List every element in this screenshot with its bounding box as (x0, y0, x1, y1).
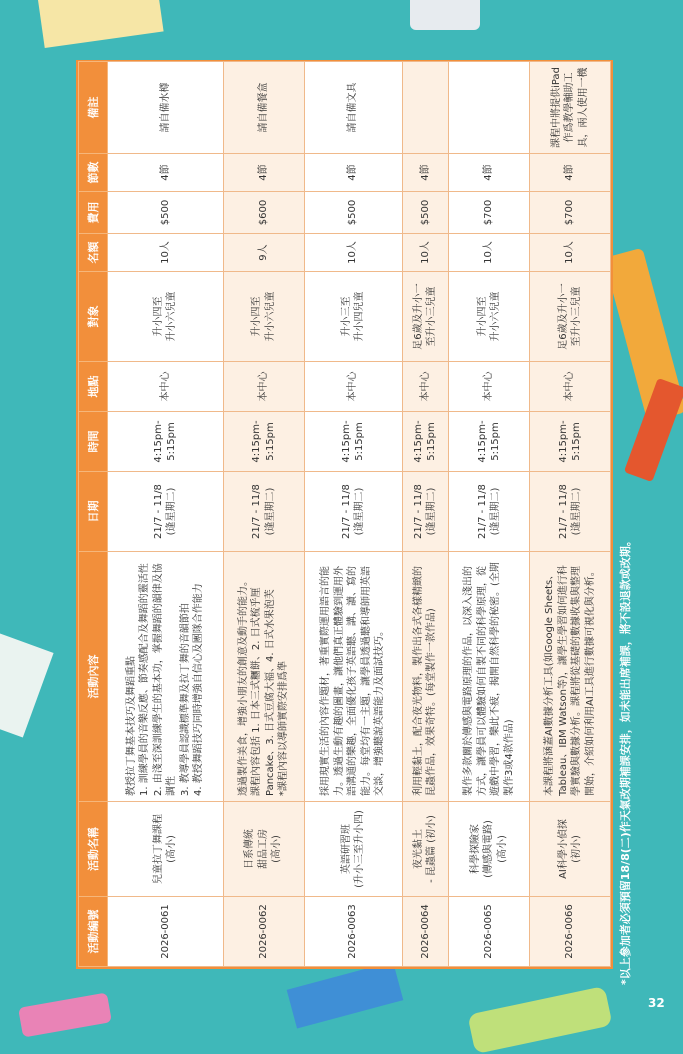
cell-target: 升小四至 升小六兒童 (223, 272, 304, 362)
page-number: 32 (648, 996, 665, 1010)
cell-quota: 10人 (402, 234, 448, 272)
cell-remark (449, 62, 530, 154)
cell-date: 21/7 - 11/8 (逢星期二) (108, 472, 224, 552)
cell-quota: 10人 (108, 234, 224, 272)
cell-venue: 本中心 (304, 362, 402, 412)
program-table-sheet (76, 60, 613, 969)
cell-fee: $700 (530, 192, 611, 234)
cell-remark: 課程中將提供iPad作爲教學輔助工具，兩人使用一機 (530, 62, 611, 154)
header-venue: 地點 (79, 362, 108, 412)
decorative-stationery (410, 0, 480, 30)
cell-id: 2026-0064 (402, 897, 448, 967)
cell-sessions: 4節 (402, 154, 448, 192)
cell-target: 足6歲及升小一 至升小三兒童 (530, 272, 611, 362)
header-content: 活動內容 (79, 552, 108, 802)
cell-remark: 請自備水樽 (108, 62, 224, 154)
cell-quota: 10人 (304, 234, 402, 272)
cell-content: 透過製作美食，增強小朋友的創意及動手的能力。 課程內容包括 1. 日本三式糰餅、2. 日式梳乎厘 Pancake、3. 日式豆腐大福、4. 日式水果泡芙 *課程內容以導師實際安排爲準 (223, 552, 304, 802)
cell-date: 21/7 - 11/8 (逢星期二) (223, 472, 304, 552)
table-row (402, 62, 448, 967)
cell-target: 升小四至 升小六兒童 (449, 272, 530, 362)
footnote-text: *以上參加者必須預留18/8(二)作天氣改期補課安排，如未能出席補課，將不設退款或改期。 (619, 535, 632, 985)
cell-name: 科學探險家 (傳感與電路) (高小) (449, 802, 530, 897)
cell-venue: 本中心 (223, 362, 304, 412)
cell-id: 2026-0061 (108, 897, 224, 967)
cell-sessions: 4節 (108, 154, 224, 192)
cell-id: 2026-0065 (449, 897, 530, 967)
cell-date: 21/7 - 11/8 (逢星期二) (449, 472, 530, 552)
cell-content: 利用輕黏土，配合夜光物料，製作出各式各樣精緻的昆蟲作品，效果奇特。(每堂製作一款作品) (402, 552, 448, 802)
cell-venue: 本中心 (402, 362, 448, 412)
cell-remark: 請自備餐盒 (223, 62, 304, 154)
cell-name: 夜光黏土 - 昆蟲篇 (初小) (402, 802, 448, 897)
cell-sessions: 4節 (530, 154, 611, 192)
header-quota: 名額 (79, 234, 108, 272)
decorative-eraser (18, 992, 112, 1037)
cell-content: 本課程將涵蓋AI數據分析工具(如Google Sheets、Tableau、IBM Watson等)，讓學生學習如何進行科學實驗與數據分析。課程將從基礎的數據收集與整理開始，介紹如何利用AI工具進行數據可視化與分析。 (530, 552, 611, 802)
cell-id: 2026-0066 (530, 897, 611, 967)
cell-target: 足6歲及升小一 至升小三兒童 (402, 272, 448, 362)
cell-time: 4:15pm- 5:15pm (530, 412, 611, 472)
cell-name: AI科學小偵探 (初小) (530, 802, 611, 897)
header-remark: 備註 (79, 62, 108, 154)
cell-fee: $700 (449, 192, 530, 234)
table-row (223, 62, 304, 967)
header-target: 對象 (79, 272, 108, 362)
table-header-row (79, 62, 108, 967)
cell-id: 2026-0062 (223, 897, 304, 967)
cell-fee: $600 (223, 192, 304, 234)
header-id: 活動編號 (79, 897, 108, 967)
cell-sessions: 4節 (304, 154, 402, 192)
cell-fee: $500 (108, 192, 224, 234)
table-row (449, 62, 530, 967)
rotated-table-wrapper (78, 62, 611, 967)
cell-time: 4:15pm- 5:15pm (108, 412, 224, 472)
decorative-crayon (467, 986, 612, 1054)
cell-sessions: 4節 (223, 154, 304, 192)
table-row (530, 62, 611, 967)
cell-date: 21/7 - 11/8 (逢星期二) (402, 472, 448, 552)
table-row (304, 62, 402, 967)
cell-venue: 本中心 (530, 362, 611, 412)
cell-quota: 10人 (449, 234, 530, 272)
cell-quota: 9人 (223, 234, 304, 272)
cell-date: 21/7 - 11/8 (逢星期二) (530, 472, 611, 552)
table-row (108, 62, 224, 967)
cell-content: 教授拉丁舞基本技巧及舞蹈重點 1. 訓練學員的音樂反應、節奏感配合及舞蹈的靈活性 2. 由淺至深訓練學生的基本功，掌握舞蹈的韻律及協調性 3. 教導學員認識標準舞及拉丁舞的音韻節拍 4. 教授舞蹈技巧同時增強自信心及團隊合作能力 (108, 552, 224, 802)
decorative-ruler (287, 961, 404, 1028)
header-sessions: 節數 (79, 154, 108, 192)
cell-venue: 本中心 (449, 362, 530, 412)
cell-name: 英語研習班 (升小三至升小四) (304, 802, 402, 897)
cell-time: 4:15pm- 5:15pm (223, 412, 304, 472)
program-table (78, 61, 611, 967)
cell-time: 4:15pm- 5:15pm (402, 412, 448, 472)
cell-target: 升小三至 升小四兒童 (304, 272, 402, 362)
header-fee: 費用 (79, 192, 108, 234)
cell-content: 採用現實生活的內容作題材，著重實際運用語言的能力。透過生動有趣的圖畫，讓他們真正體驗到運用外語溝通的樂趣，全面優化孩子英語聽、講、讀、寫的能力。每堂均有一主題，讓學員透過聽和導師用英語交談，增強聽說英語能力及面試技巧。 (304, 552, 402, 802)
cell-time: 4:15pm- 5:15pm (449, 412, 530, 472)
cell-time: 4:15pm- 5:15pm (304, 412, 402, 472)
header-date: 日期 (79, 472, 108, 552)
decorative-paper (36, 0, 163, 48)
cell-id: 2026-0063 (304, 897, 402, 967)
cell-quota: 10人 (530, 234, 611, 272)
header-time: 時間 (79, 412, 108, 472)
decorative-book (0, 632, 54, 737)
cell-fee: $500 (402, 192, 448, 234)
cell-target: 升小四至 升小六兒童 (108, 272, 224, 362)
footnote (617, 395, 633, 985)
header-name: 活動名稱 (79, 802, 108, 897)
cell-date: 21/7 - 11/8 (逢星期二) (304, 472, 402, 552)
cell-venue: 本中心 (108, 362, 224, 412)
cell-sessions: 4節 (449, 154, 530, 192)
cell-fee: $500 (304, 192, 402, 234)
cell-name: 兒童拉丁舞課程 (高小) (108, 802, 224, 897)
cell-name: 日系傳統 甜品工房 (高小) (223, 802, 304, 897)
cell-remark: 請自備文具 (304, 62, 402, 154)
cell-remark (402, 62, 448, 154)
cell-content: 製作多款關於傳感與電路原理的作品，以深入淺出的方式，讓學員可以體驗如何自製不同的科學原理，從遊戲中學習，樂此不疲，揭開自然科學的秘密。(全期製作3或4款作品) (449, 552, 530, 802)
